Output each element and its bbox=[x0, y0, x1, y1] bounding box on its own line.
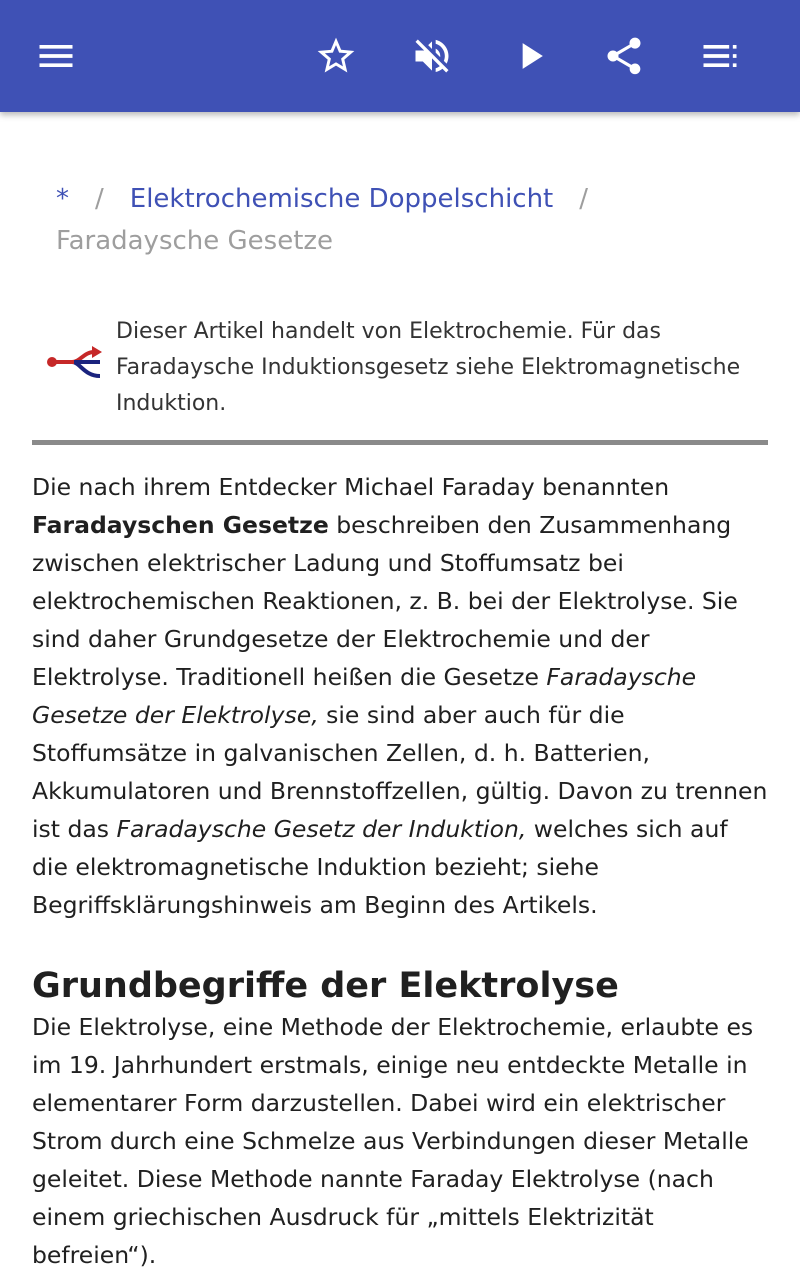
share-icon bbox=[602, 34, 646, 78]
menu-icon bbox=[34, 34, 78, 78]
intro-paragraph bbox=[32, 468, 770, 924]
hatnote-text: Dieser Artikel handelt von Elektrochemie. Für das Faradaysche Induktionsgesetz siehe Elektromagnetische Induktion. bbox=[116, 319, 741, 416]
list-icon bbox=[698, 34, 742, 78]
intro-text: Die nach ihrem Entdecker Michael Faraday benannten bbox=[32, 473, 670, 501]
disambiguation-icon bbox=[46, 342, 102, 382]
section-paragraph: Die Elektrolyse, eine Methode der Elektrochemie, erlaubte es im 19. Jahrhundert erstmals, einige neu entdeckte Metalle in elementarer Form darzustellen. Dabei wird ein elektrischer Strom durch eine Schmelze aus Verbindungen dieser Metalle geleitet. Diese Methode nannte Faraday Elektrolyse (nach einem griechischen Ausdruck für „mittels Elektrizität befreien“). bbox=[32, 1013, 754, 1269]
menu-button[interactable] bbox=[20, 20, 92, 92]
app-bar bbox=[0, 0, 800, 112]
contents-button[interactable] bbox=[684, 20, 756, 92]
breadcrumb-current: Faradaysche Gesetze bbox=[56, 226, 334, 256]
mute-button[interactable] bbox=[396, 20, 468, 92]
share-button[interactable] bbox=[588, 20, 660, 92]
breadcrumb bbox=[56, 178, 776, 262]
volume-off-icon bbox=[410, 34, 454, 78]
breadcrumb-parent-link[interactable]: Elektrochemische Doppelschicht bbox=[129, 184, 554, 214]
divider bbox=[32, 440, 768, 445]
intro-text: sie sind aber auch für die Stoffumsätze in galvanischen Zellen, d. h. Batterien, Akkumulatoren und Brennstoffzellen, gültig. Davon zu trennen ist das bbox=[32, 701, 768, 843]
intro-text: beschreiben den Zusammenhang zwischen elektrischer Ladung und Stoffumsatz bei elektrochemischen Reaktionen, z. B. bei der Elektrolyse. Sie sind daher Grundgesetze der Elektrochemie und der Elektrolyse. Traditionell heißen die Gesetze bbox=[32, 511, 738, 691]
play-button[interactable] bbox=[494, 20, 566, 92]
hatnote bbox=[32, 314, 768, 422]
bookmark-button[interactable] bbox=[300, 20, 372, 92]
breadcrumb-separator: / bbox=[95, 184, 104, 214]
breadcrumb-separator: / bbox=[579, 184, 589, 214]
intro-bold-term: Faradayschen Gesetze bbox=[32, 511, 329, 539]
breadcrumb-root-link[interactable]: * bbox=[56, 184, 69, 214]
play-icon bbox=[508, 34, 552, 78]
star-outline-icon bbox=[314, 34, 358, 78]
intro-text: welches sich auf die elektromagnetische Induktion bezieht; siehe Begriffsklärungshinweis am Beginn des Artikels. bbox=[32, 815, 728, 919]
intro-italic-term: Faradaysche Gesetz der Induktion, bbox=[116, 815, 527, 843]
intro-italic-term: Faradaysche Gesetze der Elektrolyse, bbox=[32, 663, 697, 729]
article-content bbox=[32, 468, 770, 1274]
section-heading: Grundbegriffe der Elektrolyse bbox=[32, 966, 619, 1006]
